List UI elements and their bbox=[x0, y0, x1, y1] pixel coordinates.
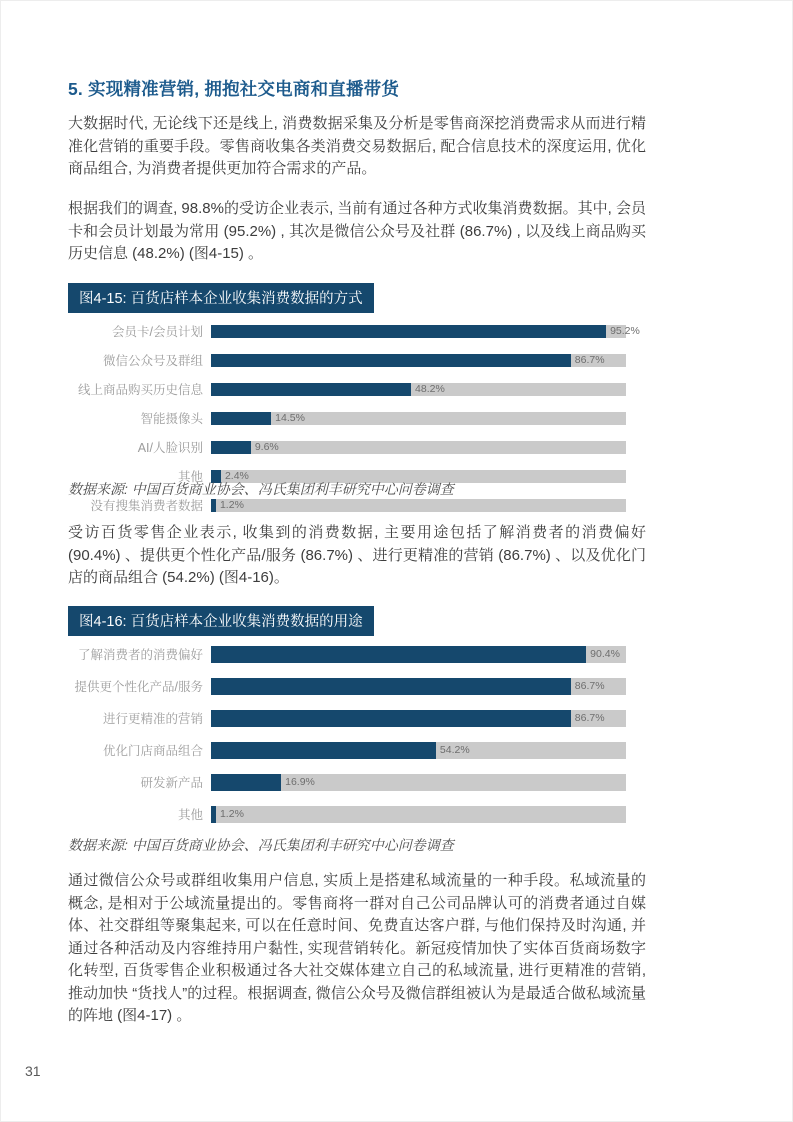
chart-bar-row bbox=[68, 677, 708, 695]
chart-bar-row bbox=[68, 380, 708, 398]
chart-title-banner: 图4-16: 百货店样本企业收集消费数据的用途 bbox=[68, 606, 374, 636]
category-label: 研发新产品 bbox=[140, 776, 203, 790]
value-label: 90.4% bbox=[590, 648, 620, 660]
bar-track bbox=[211, 325, 640, 338]
category-label: 其他 bbox=[177, 470, 203, 484]
bar-track bbox=[211, 412, 626, 425]
bar-fill bbox=[211, 710, 571, 727]
data-source-note: 数据来源: 中国百货商业协会、冯氏集团利丰研究中心问卷调查 bbox=[68, 481, 454, 497]
paragraph-private-traffic: 通过微信公众号或群组收集用户信息, 实质上是搭建私域流量的一种手段。私域流量的概念, 是相对于公域流量提出的。零售商将一群对自己公司品牌认可的消费者通过自媒体、社交群组等聚集起来, 可以在任意时间、免费直达客户群, 与他们保持及时沟通, 并通过各种活动及内容维持用户黏性, 实现营销转化。新冠疫情加快了实体百货商场数字化转型, 百货零售企业积极通过各大社交媒体建立自己的私域流量, 进行更精准的营销, 推动加快 “货找人”的过程。根据调查, 微信公众号及微信群组被认为是最适合做私域流量的阵地 (图4-17) 。 bbox=[68, 872, 646, 1024]
chart-rows bbox=[68, 645, 708, 823]
chart-bar-row bbox=[68, 351, 708, 369]
bar-track bbox=[211, 678, 626, 695]
section-heading: 5. 实现精准营销, 拥抱社交电商和直播带货 bbox=[68, 79, 400, 99]
bar-track bbox=[211, 646, 626, 663]
category-label: 线上商品购买历史信息 bbox=[77, 383, 203, 397]
paragraph-survey-methods: 根据我们的调查, 98.8%的受访企业表示, 当前有通过各种方式收集消费数据。其中, 会员卡和会员计划最为常用 (95.2%) , 其次是微信公众号及社群 (86.7%) , 以及线上商品购买历史信息 (48.2%) (图4-15) 。 bbox=[68, 200, 646, 262]
bar-fill bbox=[211, 774, 281, 791]
bar-track bbox=[211, 774, 626, 791]
bar-track bbox=[211, 710, 626, 727]
value-label: 54.2% bbox=[439, 744, 470, 756]
chart-bar-row bbox=[68, 322, 708, 340]
value-label: 1.2% bbox=[219, 808, 244, 820]
chart-bar-row bbox=[68, 805, 708, 823]
value-label: 14.5% bbox=[275, 412, 305, 424]
bar-fill bbox=[211, 412, 271, 425]
bar-fill bbox=[211, 806, 216, 823]
value-label: 86.7% bbox=[574, 712, 605, 724]
category-label: 微信公众号及群组 bbox=[102, 354, 203, 368]
bar-track bbox=[211, 383, 626, 396]
bar-track bbox=[211, 499, 626, 512]
chart-fig4-16 bbox=[68, 606, 708, 823]
category-label: 智能摄像头 bbox=[140, 412, 203, 426]
data-source-note: 数据来源: 中国百货商业协会、冯氏集团利丰研究中心问卷调查 bbox=[68, 837, 454, 853]
category-label: 提供更个性化产品/服务 bbox=[74, 680, 203, 694]
bar-fill bbox=[211, 383, 411, 396]
bar-fill bbox=[211, 499, 216, 512]
category-label: 会员卡/会员计划 bbox=[112, 325, 203, 339]
bar-fill bbox=[211, 354, 571, 367]
chart-bar-row bbox=[68, 773, 708, 791]
value-label: 1.2% bbox=[219, 499, 244, 511]
bar-fill bbox=[211, 678, 571, 695]
value-label: 16.9% bbox=[285, 776, 315, 788]
value-label: 86.7% bbox=[574, 354, 605, 366]
chart-bar-row bbox=[68, 438, 708, 456]
bar-fill bbox=[211, 325, 606, 338]
category-label: 其他 bbox=[177, 808, 203, 822]
value-label: 86.7% bbox=[574, 680, 605, 692]
page-number: 31 bbox=[25, 1063, 41, 1079]
category-label: 优化门店商品组合 bbox=[102, 744, 203, 758]
chart-bar-row bbox=[68, 709, 708, 727]
bar-track bbox=[211, 354, 626, 367]
chart-bar-row bbox=[68, 645, 708, 663]
value-label: 2.4% bbox=[224, 470, 249, 482]
category-label: 了解消费者的消费偏好 bbox=[77, 648, 203, 662]
bar-track bbox=[211, 806, 626, 823]
bar-track bbox=[211, 441, 626, 454]
bar-fill bbox=[211, 441, 251, 454]
category-label: 进行更精准的营销 bbox=[102, 712, 203, 726]
value-label: 9.6% bbox=[254, 441, 279, 453]
value-label: 95.2% bbox=[610, 325, 640, 337]
value-label: 48.2% bbox=[415, 383, 445, 395]
category-label: AI/人脸识别 bbox=[137, 441, 203, 455]
chart-bar-row bbox=[68, 741, 708, 759]
bar-fill bbox=[211, 742, 436, 759]
paragraph-intro: 大数据时代, 无论线下还是线上, 消费数据采集及分析是零售商深挖消费需求从而进行精准化营销的重要手段。零售商收集各类消费交易数据后, 配合信息技术的深度运用, 优化商品组合, 为消费者提供更加符合需求的产品。 bbox=[68, 115, 646, 177]
category-label: 没有搜集消费者数据 bbox=[90, 499, 203, 513]
chart-title-banner: 图4-15: 百货店样本企业收集消费数据的方式 bbox=[68, 283, 374, 313]
bar-track bbox=[211, 742, 626, 759]
bar-fill bbox=[211, 646, 586, 663]
paragraph-data-uses: 受访百货零售企业表示, 收集到的消费数据, 主要用途包括了解消费者的消费偏好 (90.4%) 、提供更个性化产品/服务 (86.7%) 、进行更精准的营销 (86.7%) 、以及优化门店的商品组合 (54.2%) (图4-16)。 bbox=[68, 524, 646, 586]
chart-bar-row bbox=[68, 409, 708, 427]
